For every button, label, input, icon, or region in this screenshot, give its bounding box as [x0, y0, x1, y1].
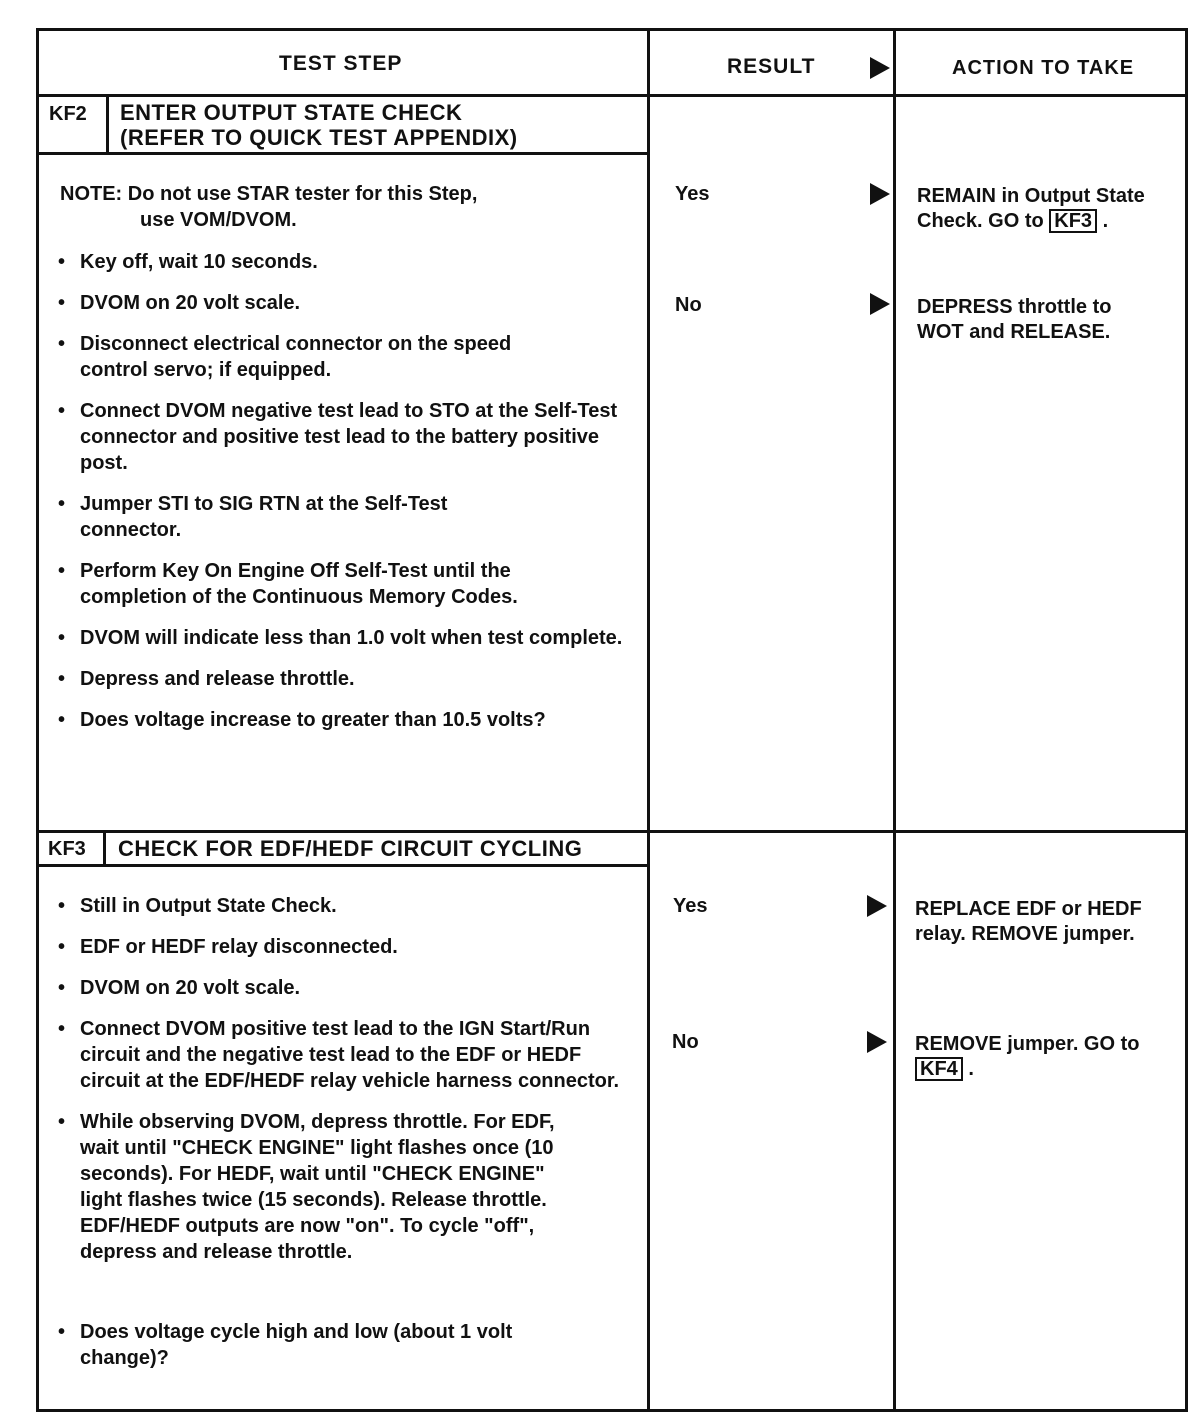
kf2-step-list [56, 249, 626, 748]
list-item: • Perform Key On Engine Off Self-Test until the completion of the Continuous Memory Codes. [56, 558, 626, 610]
kf3-title: CHECK FOR EDF/HEDF CIRCUIT CYCLING [118, 836, 583, 861]
kf2-title-line2: (REFER TO QUICK TEST APPENDIX) [120, 125, 518, 150]
header-test-step: TEST STEP [279, 52, 403, 75]
kf2-action-yes [917, 184, 1162, 234]
list-item: • Still in Output State Check. [56, 893, 626, 919]
list-item: • Key off, wait 10 seconds. [56, 249, 626, 275]
kf3-action-yes: REPLACE EDF or HEDF relay. REMOVE jumper. [915, 898, 1142, 945]
header-result: RESULT [727, 55, 816, 78]
list-item: • Jumper STI to SIG RTN at the Self-Test connector. [56, 491, 626, 543]
kf2-note [60, 181, 477, 233]
kf3-result-no: No [672, 1031, 699, 1053]
header-divider [36, 94, 1188, 97]
list-item: • While observing DVOM, depress throttle. For EDF, wait until "CHECK ENGINE" light flashes once (10 seconds). For HEDF, wait until "CHECK ENGINE" light flashes twice (15 seconds). Release throttle. EDF/HEDF outputs are now "on". To cycle "off", depress and release throttle. [56, 1109, 626, 1265]
kf2-action-no: DEPRESS throttle to WOT and RELEASE. [917, 296, 1112, 343]
kf3-yes-arrow-icon [867, 895, 887, 917]
result-arrow-icon [870, 57, 890, 79]
kf2-note-line1: NOTE: Do not use STAR tester for this Step, [60, 183, 478, 205]
list-item: • DVOM on 20 volt scale. [56, 975, 626, 1001]
kf2-action-yes-text: REMAIN in Output State Check. GO to [917, 185, 1145, 232]
header-action-to-take: ACTION TO TAKE [952, 57, 1135, 79]
kf2-action-yes-tail: . [1102, 210, 1109, 232]
list-item: • Disconnect electrical connector on the speed control servo; if equipped. [56, 331, 626, 383]
kf2-title-divider [36, 152, 650, 155]
section-divider [36, 830, 1188, 833]
kf3-action-no-tail: . [968, 1058, 974, 1080]
list-item: • Depress and release throttle. [56, 666, 626, 692]
kf3-step-list [56, 893, 626, 1386]
list-item: • Does voltage cycle high and low (about 1 volt change)? [56, 1319, 626, 1371]
kf2-no-arrow-icon [870, 293, 890, 315]
kf2-action-yes-ref: KF3 [1049, 209, 1097, 233]
kf3-code: KF3 [48, 838, 86, 860]
kf2-title [120, 100, 518, 150]
kf3-title-divider [36, 864, 650, 867]
list-item: • DVOM will indicate less than 1.0 volt when test complete. [56, 625, 626, 651]
kf2-note-line2: use VOM/DVOM. [140, 209, 297, 231]
kf3-code-divider [103, 830, 106, 866]
column-divider-result [647, 28, 650, 1412]
column-divider-action [893, 28, 896, 1412]
list-item: • Connect DVOM negative test lead to STO at the Self-Test connector and positive test lead to the battery positive post. [56, 398, 626, 476]
kf3-action-no [915, 1032, 1155, 1082]
list-item: • Connect DVOM positive test lead to the IGN Start/Run circuit and the negative test lead to the EDF or HEDF circuit at the EDF/HEDF relay vehicle harness connector. [56, 1016, 626, 1094]
kf2-title-line1: ENTER OUTPUT STATE CHECK [120, 100, 463, 125]
list-item: • Does voltage increase to greater than 10.5 volts? [56, 707, 626, 733]
list-item: • EDF or HEDF relay disconnected. [56, 934, 626, 960]
kf3-action-no-text: REMOVE jumper. GO to [915, 1033, 1140, 1055]
kf2-yes-arrow-icon [870, 183, 890, 205]
kf2-code: KF2 [49, 103, 87, 125]
kf3-no-arrow-icon [867, 1031, 887, 1053]
kf2-result-yes: Yes [675, 183, 710, 205]
kf2-code-divider [106, 94, 109, 152]
kf2-result-no: No [675, 294, 702, 316]
kf3-result-yes: Yes [673, 895, 708, 917]
kf3-action-no-ref: KF4 [915, 1057, 963, 1081]
list-item: • DVOM on 20 volt scale. [56, 290, 626, 316]
